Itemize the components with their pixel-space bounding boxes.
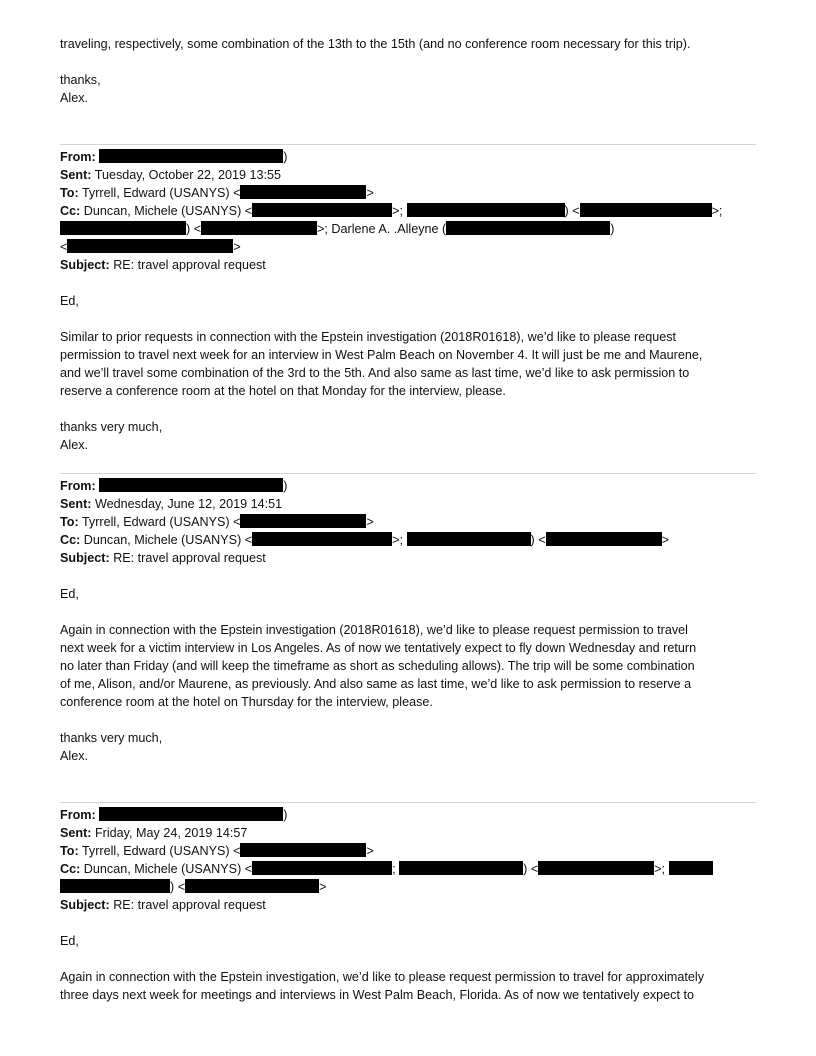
punct: > bbox=[366, 186, 374, 200]
body-line: Similar to prior requests in connection with the Epstein investigation (2018R01618), we’d like to please request bbox=[60, 330, 677, 344]
email-greeting: Ed, bbox=[60, 294, 79, 308]
email-cc-cont bbox=[60, 238, 241, 256]
punct: >; bbox=[654, 862, 666, 876]
redaction bbox=[446, 221, 610, 235]
cc-value: Duncan, Michele (USANYS) < bbox=[83, 862, 253, 876]
subject-value: RE: travel approval request bbox=[113, 258, 266, 272]
body-line: three days next week for meetings and interviews in West Palm Beach, Florida. As of now we tentatively expect to bbox=[60, 988, 694, 1002]
email-from bbox=[60, 477, 287, 495]
punct: > bbox=[233, 240, 241, 254]
cc-value: Duncan, Michele (USANYS) < bbox=[83, 533, 253, 547]
body-line: permission to travel next week for an interview in West Palm Beach on November 4. It will just be me and Maurene, bbox=[60, 348, 703, 362]
to-label: To: bbox=[60, 844, 79, 858]
redaction bbox=[99, 149, 283, 163]
email-cc bbox=[60, 860, 713, 878]
email-signature: Alex. bbox=[60, 749, 88, 763]
email-subject bbox=[60, 256, 266, 274]
email-signoff: thanks very much, bbox=[60, 420, 163, 434]
cc-value: Duncan, Michele (USANYS) < bbox=[83, 204, 253, 218]
separator bbox=[60, 802, 756, 803]
email-cc bbox=[60, 531, 669, 549]
redaction bbox=[60, 879, 170, 893]
email-cc bbox=[60, 202, 722, 220]
separator bbox=[60, 473, 756, 474]
separator bbox=[60, 144, 756, 145]
redaction bbox=[252, 861, 392, 875]
redaction bbox=[185, 879, 319, 893]
cc-label: Cc: bbox=[60, 533, 81, 547]
from-label: From: bbox=[60, 808, 96, 822]
email-sent bbox=[60, 824, 247, 842]
subject-value: RE: travel approval request bbox=[113, 898, 266, 912]
email-from bbox=[60, 148, 287, 166]
punct: ) bbox=[283, 479, 288, 493]
punct: > bbox=[319, 880, 327, 894]
punct: < bbox=[60, 240, 68, 254]
subject-label: Subject: bbox=[60, 551, 110, 565]
body-line: Again in connection with the Epstein investigation, we’d like to please request permission to travel for approximately bbox=[60, 970, 705, 984]
punct: ) bbox=[610, 222, 615, 236]
sent-value: Wednesday, June 12, 2019 14:51 bbox=[94, 497, 283, 511]
sent-value: Tuesday, October 22, 2019 13:55 bbox=[94, 168, 281, 182]
redaction bbox=[252, 203, 392, 217]
cc-extra: >; Darlene A. .Alleyne ( bbox=[317, 222, 447, 236]
email-to bbox=[60, 513, 374, 531]
email-to bbox=[60, 184, 374, 202]
sent-value: Friday, May 24, 2019 14:57 bbox=[94, 826, 248, 840]
body-line: no later than Friday (and will keep the timeframe as short as scheduling allows). The trip will be some combination bbox=[60, 659, 695, 673]
redaction bbox=[67, 239, 233, 253]
punct: >; bbox=[392, 533, 403, 547]
punct: ) < bbox=[170, 880, 186, 894]
punct: ) < bbox=[186, 222, 202, 236]
to-value: Tyrrell, Edward (USANYS) < bbox=[81, 186, 241, 200]
redaction bbox=[99, 807, 283, 821]
sent-label: Sent: bbox=[60, 168, 92, 182]
email-subject bbox=[60, 549, 266, 567]
to-label: To: bbox=[60, 186, 79, 200]
from-label: From: bbox=[60, 150, 96, 164]
intro-signoff: thanks, bbox=[60, 73, 101, 87]
redaction bbox=[580, 203, 712, 217]
redaction bbox=[407, 203, 565, 217]
body-line: of me, Alison, and/or Maurene, as previously. And also same as last time, we’d like to ask permission to reserve a bbox=[60, 677, 692, 691]
cc-label: Cc: bbox=[60, 862, 81, 876]
redaction bbox=[546, 532, 662, 546]
intro-text: traveling, respectively, some combination of the 13th to the 15th (and no conference room necessary for this trip). bbox=[60, 37, 691, 51]
body-line: next week for a victim interview in Los Angeles. As of now we tentatively expect to fly down Wednesday and return bbox=[60, 641, 697, 655]
subject-label: Subject: bbox=[60, 258, 110, 272]
email-greeting: Ed, bbox=[60, 934, 79, 948]
sent-label: Sent: bbox=[60, 826, 92, 840]
punct: ) bbox=[283, 150, 288, 164]
subject-value: RE: travel approval request bbox=[113, 551, 266, 565]
email-from bbox=[60, 806, 287, 824]
punct: > bbox=[366, 515, 374, 529]
to-value: Tyrrell, Edward (USANYS) < bbox=[81, 515, 241, 529]
redaction bbox=[201, 221, 317, 235]
email-sent bbox=[60, 495, 282, 513]
sent-label: Sent: bbox=[60, 497, 92, 511]
punct: > bbox=[661, 533, 669, 547]
punct: > bbox=[366, 844, 374, 858]
body-line: conference room at the hotel on Thursday for the interview, please. bbox=[60, 695, 433, 709]
punct: >; bbox=[711, 204, 723, 218]
from-label: From: bbox=[60, 479, 96, 493]
email-to bbox=[60, 842, 374, 860]
body-line: reserve a conference room at the hotel on that Monday for the interview, please. bbox=[60, 384, 506, 398]
redaction bbox=[538, 861, 654, 875]
punct: >; bbox=[392, 204, 403, 218]
email-cc-cont bbox=[60, 220, 614, 238]
redaction bbox=[669, 861, 713, 875]
email-signoff: thanks very much, bbox=[60, 731, 163, 745]
body-line: Again in connection with the Epstein investigation (2018R01618), we’d like to please request permission to travel bbox=[60, 623, 688, 637]
punct: ; bbox=[392, 862, 396, 876]
email-sent bbox=[60, 166, 281, 184]
redaction bbox=[407, 532, 531, 546]
email-subject bbox=[60, 896, 266, 914]
email-signature: Alex. bbox=[60, 438, 88, 452]
email-greeting: Ed, bbox=[60, 587, 79, 601]
redaction bbox=[99, 478, 283, 492]
redaction bbox=[240, 185, 366, 199]
redaction bbox=[240, 514, 366, 528]
redaction bbox=[252, 532, 392, 546]
subject-label: Subject: bbox=[60, 898, 110, 912]
to-value: Tyrrell, Edward (USANYS) < bbox=[81, 844, 241, 858]
redaction bbox=[240, 843, 366, 857]
punct: ) bbox=[283, 808, 288, 822]
intro-signature: Alex. bbox=[60, 91, 88, 105]
punct: ) < bbox=[564, 204, 580, 218]
redaction bbox=[60, 221, 186, 235]
body-line: and we’ll travel some combination of the 3rd to the 5th. And also same as last time, we’d like to ask permission to bbox=[60, 366, 690, 380]
cc-label: Cc: bbox=[60, 204, 81, 218]
punct: ) < bbox=[523, 862, 539, 876]
email-cc-cont bbox=[60, 878, 326, 896]
punct: ) < bbox=[530, 533, 546, 547]
to-label: To: bbox=[60, 515, 79, 529]
redaction bbox=[399, 861, 523, 875]
